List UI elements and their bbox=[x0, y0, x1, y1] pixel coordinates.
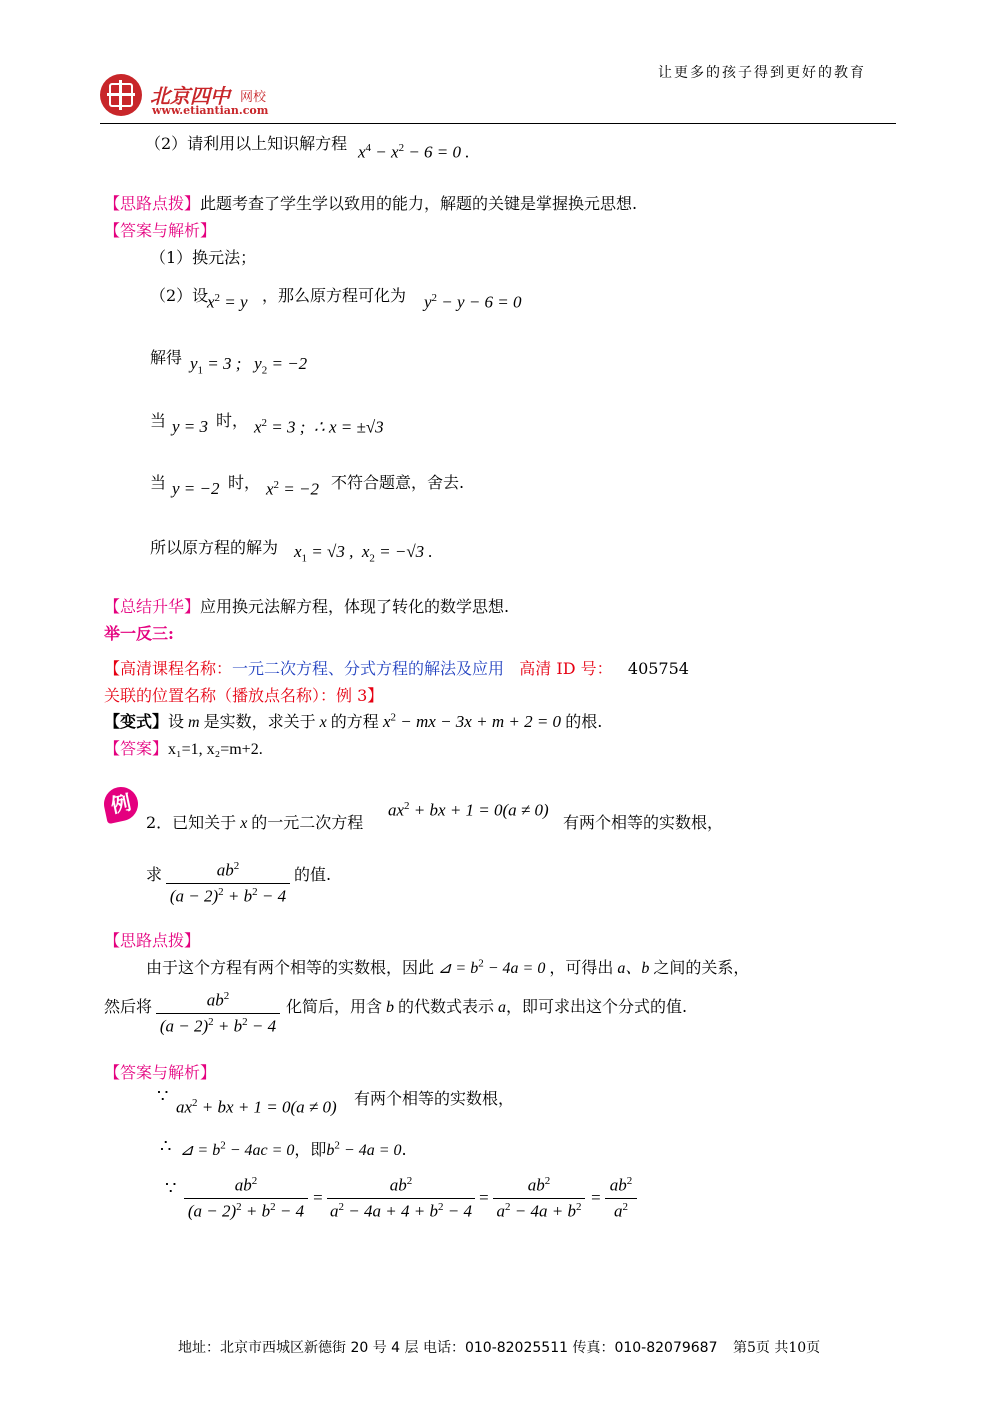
variant-line: 【变式】设 m 是实数，求关于 x 的方程 $x^2$ − mx − 3x + m + 2 = 0 的根. bbox=[104, 711, 603, 731]
equation-quartic: $x^4 - x^2 - 6 = 0$ . bbox=[358, 142, 470, 162]
chain-fraction-4: $ab^2$ $a^2$ bbox=[605, 1175, 637, 1221]
hint2-p2a: 然后将 bbox=[104, 997, 153, 1016]
substitution: $x^2 = y$ bbox=[207, 292, 248, 312]
chain-fraction-1: $ab^2$ $(a - 2)^2 + b^2 - 4$ bbox=[184, 1175, 308, 1221]
variant-answer: 【答案】x₁=1, x₂=m+2. bbox=[104, 739, 263, 758]
answer1-line1: （1）换元法； bbox=[150, 248, 257, 267]
chain-fraction-3: $ab^2$ $a^2 - 4a + b^2$ bbox=[493, 1175, 585, 1221]
q2-label: （2）请利用以上知识解方程 bbox=[145, 134, 348, 153]
header-slogan: 让更多的孩子得到更好的教育 bbox=[658, 65, 866, 81]
answer1-line4b: 时， bbox=[216, 411, 249, 430]
footer-address: 地址：北京市西城区新德街 20 号 4 层 电话：010-82025511 传真：010-82079687 bbox=[178, 1340, 718, 1356]
example2-text-a: 2．已知关于 x 的一元二次方程 bbox=[146, 813, 364, 832]
hint2-p1: 由于这个方程有两个相等的实数根，因此 ⊿ = $b^2 - 4a = 0$ ，可得出 a、b 之间的关系， bbox=[146, 957, 750, 977]
hint1: 【思路点拨】此题考查了学生学以致用的能力，解题的关键是掌握换元思想. bbox=[104, 194, 638, 213]
answer1-line4a: 当 bbox=[150, 411, 167, 430]
target-fraction: $ab^2$ $(a - 2)^2 + b^2 - 4$ bbox=[166, 860, 290, 906]
therefore-symbol: ∴ bbox=[160, 1136, 172, 1157]
answer2-tag: 【答案与解析】 bbox=[104, 1063, 217, 1082]
summary: 【总结升华】应用换元法解方程，体现了转化的数学思想. bbox=[104, 597, 510, 616]
equation-quadratic-y: $y^2 - y - 6 = 0$ bbox=[424, 292, 522, 312]
equals-3: = bbox=[590, 1188, 602, 1207]
variation-title: 举一反三: bbox=[104, 624, 174, 643]
school-logo bbox=[100, 74, 142, 116]
case-y-neg2-result: $x^2 = -2$ bbox=[266, 479, 319, 499]
course-position: 关联的位置名称（播放点名称）：例 3】 bbox=[104, 686, 384, 705]
case-y3-result: $x^2 = 3$ ; ∴ x = ±√3 bbox=[254, 417, 384, 437]
example2-ask-a: 求 bbox=[146, 865, 163, 884]
logo-name: 北京四中 bbox=[150, 84, 230, 108]
course-line: 【高清课程名称：一元二次方程、分式方程的解法及应用 高清 ID 号： 405754 bbox=[104, 659, 689, 678]
chain-fraction-2: $ab^2$ $a^2 - 4a + 4 + b^2 - 4$ bbox=[327, 1175, 475, 1221]
answer1-line5c: 不符合题意，舍去. bbox=[331, 473, 465, 492]
answer1-line2b: ，那么原方程可化为 bbox=[262, 286, 407, 305]
logo-url: www.etiantian.com bbox=[152, 104, 269, 117]
answer2-equation: $ax^2$ + bx + 1 = 0(a ≠ 0) bbox=[176, 1097, 337, 1117]
equals-2: = bbox=[478, 1188, 490, 1207]
equals-1: = bbox=[312, 1188, 324, 1207]
answer2-l2: ⊿ = $b^2 - 4ac = 0$，即$b^2 - 4a = 0$. bbox=[180, 1139, 407, 1159]
example2-equation: $ax^2$ + bx + 1 = 0(a ≠ 0) bbox=[388, 800, 549, 820]
logo-suffix: 网校 bbox=[240, 90, 267, 105]
header-rule bbox=[100, 123, 896, 124]
because-symbol: ∵ bbox=[157, 1086, 169, 1107]
case-y3: y = 3 bbox=[172, 417, 209, 436]
example2-ask-b: 的值. bbox=[294, 865, 332, 884]
answer1-line3a: 解得 bbox=[150, 348, 183, 367]
because-symbol-2: ∵ bbox=[165, 1178, 177, 1199]
answer2-l1b: 有两个相等的实数根， bbox=[354, 1089, 515, 1108]
answer1-line5b: 时， bbox=[228, 473, 261, 492]
answer1-line2a: （2）设 bbox=[150, 286, 209, 305]
final-roots: $x_1 = √3$ , $x_2 = -√3$ . bbox=[294, 542, 433, 565]
hint2-tag: 【思路点拨】 bbox=[104, 931, 201, 950]
answer1-tag: 【答案与解析】 bbox=[104, 221, 217, 240]
answer1-line5a: 当 bbox=[150, 473, 167, 492]
case-y-neg2: y = −2 bbox=[172, 479, 220, 498]
hint2-p2-rest: 化简后，用含 b 的代数式表示 a，即可求出这个分式的值. bbox=[286, 997, 688, 1016]
roots-y: $y_1 = 3$ ; $y_2 = -2$ bbox=[190, 354, 308, 377]
example-badge: 例 bbox=[101, 784, 141, 824]
example2-text-c: 有两个相等的实数根， bbox=[563, 813, 724, 832]
footer-page: 第5页 共10页 bbox=[733, 1340, 821, 1356]
answer1-line6a: 所以原方程的解为 bbox=[150, 538, 279, 557]
hint-fraction: $ab^2$ $(a - 2)^2 + b^2 - 4$ bbox=[156, 990, 280, 1036]
